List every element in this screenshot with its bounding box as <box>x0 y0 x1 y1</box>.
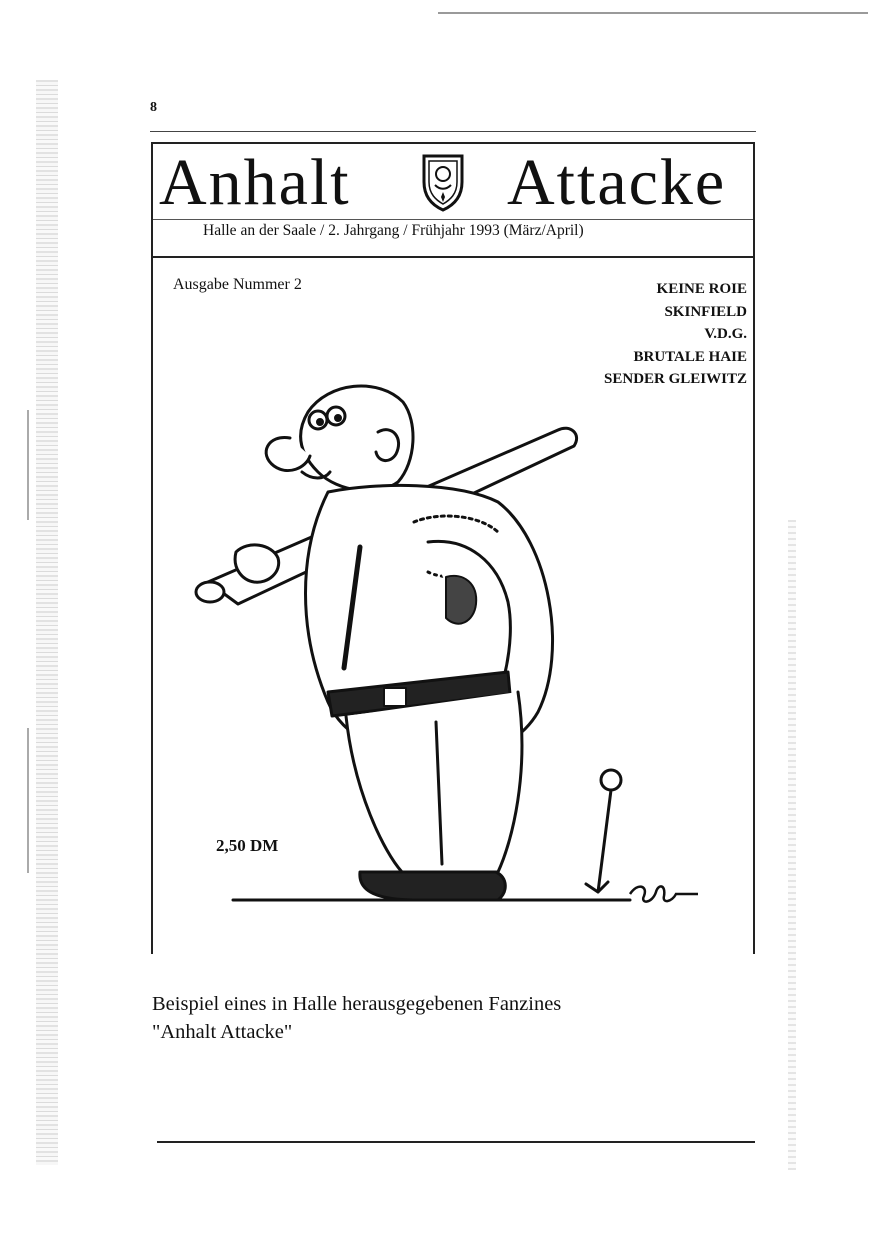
scan-edge-line <box>438 12 868 14</box>
masthead-rule <box>153 219 753 220</box>
caption-line: "Anhalt Attacke" <box>152 1021 293 1043</box>
issue-label: Ausgabe Nummer 2 <box>173 276 302 293</box>
fanzine-cover <box>151 142 755 954</box>
masthead-title-left: Anhalt <box>159 146 351 219</box>
masthead-subtitle: Halle an der Saale / 2. Jahrgang / Frühjahr 1993 (März/April) <box>203 222 584 239</box>
band-item: BRUTALE HAIE <box>633 348 747 365</box>
figure-caption <box>152 990 752 1046</box>
scan-binding-strip <box>36 80 58 1165</box>
header-rule <box>150 131 756 132</box>
band-item: KEINE ROIE <box>656 281 747 297</box>
footer-rule <box>157 1141 755 1143</box>
page-number: 8 <box>150 100 157 115</box>
coat-of-arms-icon <box>418 152 468 212</box>
band-item: V.D.G. <box>704 326 747 342</box>
band-item: SKINFIELD <box>664 303 747 320</box>
scan-margin-line <box>27 728 29 873</box>
masthead <box>153 144 753 258</box>
price-label: 2,50 DM <box>216 836 279 855</box>
caption-line: Beispiel eines in Halle herausgegebenen Fanzines <box>152 993 562 1015</box>
band-item: SENDER GLEIWITZ <box>604 371 747 387</box>
scan-margin-line <box>27 410 29 520</box>
scan-edge-strip <box>788 520 796 1170</box>
signature-mark <box>630 886 698 901</box>
masthead-title-right: Attacke <box>507 146 727 219</box>
